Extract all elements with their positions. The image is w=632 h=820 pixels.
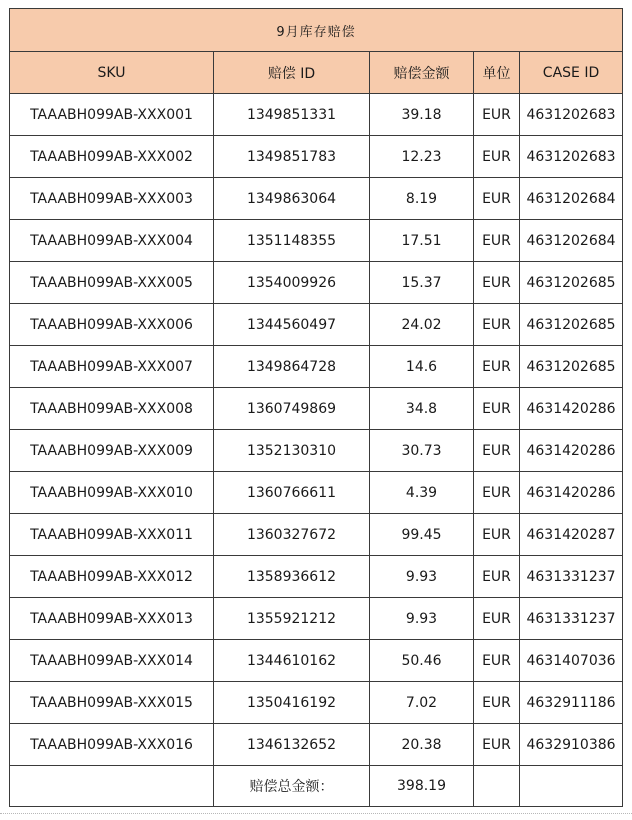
total-label: 赔偿总金额：: [214, 766, 370, 807]
total-value: 398.19: [370, 766, 474, 807]
compensation-sheet: [9, 8, 622, 807]
cell-unit: EUR: [474, 472, 520, 514]
cell-amount: 17.51: [370, 220, 474, 262]
cell-sku: TAAABH099AB-XXX001: [10, 94, 214, 136]
table-row: [10, 682, 623, 724]
table-row: [10, 346, 623, 388]
cell-amount: 99.45: [370, 514, 474, 556]
cell-amount: 30.73: [370, 430, 474, 472]
cell-claim-id: 1346132652: [214, 724, 370, 766]
cell-amount: 8.19: [370, 178, 474, 220]
table-title: 9月库存赔偿: [10, 9, 623, 52]
cell-sku: TAAABH099AB-XXX008: [10, 388, 214, 430]
cell-claim-id: 1360327672: [214, 514, 370, 556]
cell-amount: 20.38: [370, 724, 474, 766]
cell-claim-id: 1360766611: [214, 472, 370, 514]
table-row: [10, 724, 623, 766]
cell-sku: TAAABH099AB-XXX011: [10, 514, 214, 556]
cell-amount: 9.93: [370, 556, 474, 598]
cell-claim-id: 1358936612: [214, 556, 370, 598]
cell-amount: 14.6: [370, 346, 474, 388]
table-row: [10, 136, 623, 178]
cell-case-id: 4631202684: [520, 220, 623, 262]
table-row: [10, 514, 623, 556]
cell-sku: TAAABH099AB-XXX015: [10, 682, 214, 724]
cell-sku: TAAABH099AB-XXX004: [10, 220, 214, 262]
cell-unit: EUR: [474, 136, 520, 178]
table-row: [10, 178, 623, 220]
title-row: [10, 9, 623, 52]
cell-sku: TAAABH099AB-XXX007: [10, 346, 214, 388]
cell-amount: 12.23: [370, 136, 474, 178]
cell-amount: 15.37: [370, 262, 474, 304]
header-unit: 单位: [474, 52, 520, 94]
cell-unit: EUR: [474, 724, 520, 766]
cell-claim-id: 1354009926: [214, 262, 370, 304]
cell-case-id: 4631420286: [520, 388, 623, 430]
cell-claim-id: 1349851331: [214, 94, 370, 136]
cell-case-id: 4632910386: [520, 724, 623, 766]
cell-claim-id: 1344560497: [214, 304, 370, 346]
cell-sku: TAAABH099AB-XXX009: [10, 430, 214, 472]
table-body: [10, 94, 623, 766]
cell-unit: EUR: [474, 304, 520, 346]
cell-amount: 50.46: [370, 640, 474, 682]
cell-sku: TAAABH099AB-XXX002: [10, 136, 214, 178]
cell-sku: TAAABH099AB-XXX006: [10, 304, 214, 346]
cell-unit: EUR: [474, 94, 520, 136]
cell-claim-id: 1351148355: [214, 220, 370, 262]
cell-case-id: 4631420287: [520, 514, 623, 556]
cell-amount: 7.02: [370, 682, 474, 724]
total-empty-cell: [10, 766, 214, 807]
cell-claim-id: 1352130310: [214, 430, 370, 472]
cell-case-id: 4631331237: [520, 598, 623, 640]
cell-claim-id: 1349851783: [214, 136, 370, 178]
table-row: [10, 94, 623, 136]
table-row: [10, 262, 623, 304]
header-sku: SKU: [10, 52, 214, 94]
page-break-line: [0, 813, 632, 814]
cell-case-id: 4631202683: [520, 136, 623, 178]
table-row: [10, 472, 623, 514]
cell-claim-id: 1344610162: [214, 640, 370, 682]
cell-unit: EUR: [474, 682, 520, 724]
cell-sku: TAAABH099AB-XXX016: [10, 724, 214, 766]
cell-amount: 4.39: [370, 472, 474, 514]
cell-sku: TAAABH099AB-XXX012: [10, 556, 214, 598]
cell-unit: EUR: [474, 178, 520, 220]
cell-case-id: 4631202685: [520, 262, 623, 304]
cell-case-id: 4631202685: [520, 304, 623, 346]
cell-claim-id: 1360749869: [214, 388, 370, 430]
cell-case-id: 4631420286: [520, 430, 623, 472]
cell-case-id: 4631202683: [520, 94, 623, 136]
total-empty-cell: [474, 766, 520, 807]
cell-sku: TAAABH099AB-XXX014: [10, 640, 214, 682]
cell-sku: TAAABH099AB-XXX010: [10, 472, 214, 514]
cell-amount: 9.93: [370, 598, 474, 640]
cell-unit: EUR: [474, 640, 520, 682]
cell-case-id: 4631407036: [520, 640, 623, 682]
table-row: [10, 304, 623, 346]
cell-unit: EUR: [474, 430, 520, 472]
total-empty-cell: [520, 766, 623, 807]
cell-unit: EUR: [474, 598, 520, 640]
cell-amount: 24.02: [370, 304, 474, 346]
cell-unit: EUR: [474, 346, 520, 388]
cell-case-id: 4632911186: [520, 682, 623, 724]
cell-claim-id: 1349864728: [214, 346, 370, 388]
cell-amount: 39.18: [370, 94, 474, 136]
table-row: [10, 430, 623, 472]
cell-case-id: 4631202684: [520, 178, 623, 220]
table-row: [10, 220, 623, 262]
cell-unit: EUR: [474, 388, 520, 430]
header-amount: 赔偿金额: [370, 52, 474, 94]
compensation-table: [9, 8, 623, 807]
table-row: [10, 598, 623, 640]
cell-sku: TAAABH099AB-XXX005: [10, 262, 214, 304]
cell-claim-id: 1350416192: [214, 682, 370, 724]
cell-case-id: 4631420286: [520, 472, 623, 514]
cell-amount: 34.8: [370, 388, 474, 430]
table-row: [10, 388, 623, 430]
cell-sku: TAAABH099AB-XXX013: [10, 598, 214, 640]
table-row: [10, 640, 623, 682]
header-claim-id: 赔偿 ID: [214, 52, 370, 94]
cell-unit: EUR: [474, 220, 520, 262]
header-row: [10, 52, 623, 94]
table-row: [10, 556, 623, 598]
cell-unit: EUR: [474, 262, 520, 304]
header-case-id: CASE ID: [520, 52, 623, 94]
cell-unit: EUR: [474, 556, 520, 598]
cell-claim-id: 1349863064: [214, 178, 370, 220]
cell-case-id: 4631331237: [520, 556, 623, 598]
cell-sku: TAAABH099AB-XXX003: [10, 178, 214, 220]
cell-claim-id: 1355921212: [214, 598, 370, 640]
total-row: [10, 766, 623, 807]
cell-case-id: 4631202685: [520, 346, 623, 388]
cell-unit: EUR: [474, 514, 520, 556]
